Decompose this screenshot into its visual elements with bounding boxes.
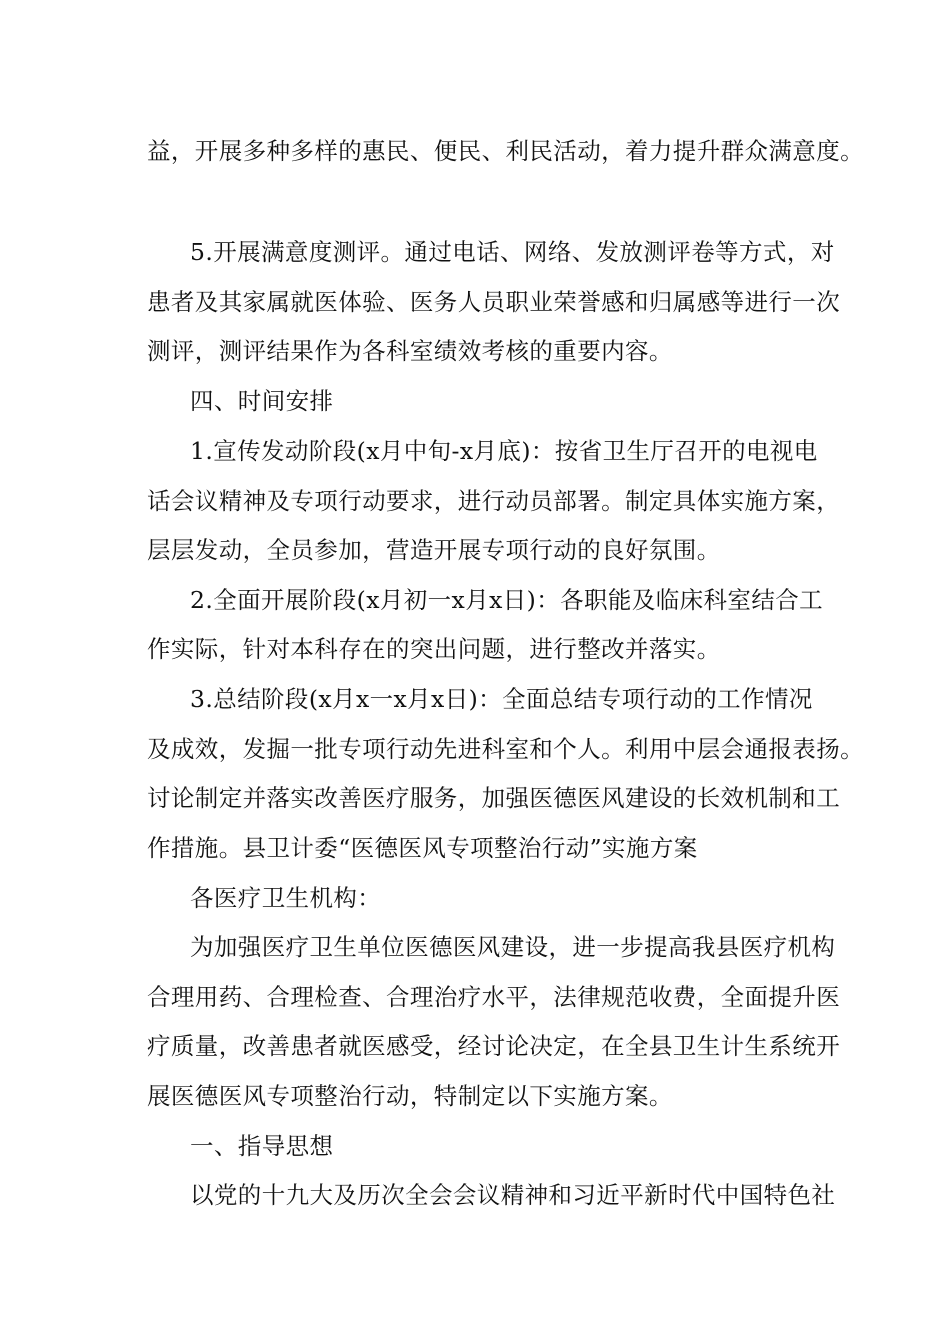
paragraph-line: 1.宣传发动阶段(x月中旬-x月底)：按省卫生厅召开的电视电 bbox=[190, 437, 818, 465]
paragraph-line: 3.总结阶段(x月x一x月x日)：全面总结专项行动的工作情况 bbox=[190, 685, 813, 713]
paragraph-line: 层层发动，全员参加，营造开展专项行动的良好氛围。 bbox=[147, 536, 721, 564]
paragraph-line: 讨论制定并落实改善医疗服务，加强医德医风建设的长效机制和工 bbox=[147, 784, 841, 812]
paragraph-line: 以党的十九大及历次全会会议精神和习近平新时代中国特色社 bbox=[190, 1181, 836, 1209]
paragraph-line: 合理用药、合理检查、合理治疗水平，法律规范收费，全面提升医 bbox=[147, 983, 841, 1011]
paragraph-line: 测评，测评结果作为各科室绩效考核的重要内容。 bbox=[147, 337, 673, 365]
paragraph-line: 2.全面开展阶段(x月初一x月x日)：各职能及临床科室结合工 bbox=[190, 586, 824, 614]
paragraph-line: 疗质量，改善患者就医感受，经讨论决定，在全县卫生计生系统开 bbox=[147, 1032, 841, 1060]
paragraph-line: 作措施。县卫计委“医德医风专项整治行动”实施方案 bbox=[147, 834, 698, 862]
section-heading: 四、时间安排 bbox=[190, 387, 334, 415]
paragraph-line: 患者及其家属就医体验、医务人员职业荣誉感和归属感等进行一次 bbox=[147, 288, 841, 316]
salutation-line: 各医疗卫生机构： bbox=[190, 884, 382, 912]
paragraph-line: 益，开展多种多样的惠民、便民、利民活动，着力提升群众满意度。 bbox=[147, 137, 864, 165]
section-heading: 一、指导思想 bbox=[190, 1132, 334, 1160]
paragraph-line: 展医德医风专项整治行动，特制定以下实施方案。 bbox=[147, 1082, 673, 1110]
paragraph-line: 及成效，发掘一批专项行动先进科室和个人。利用中层会通报表扬。 bbox=[147, 735, 864, 763]
paragraph-line: 5.开展满意度测评。通过电话、网络、发放测评卷等方式，对 bbox=[190, 238, 835, 266]
paragraph-line: 话会议精神及专项行动要求，进行动员部署。制定具体实施方案， bbox=[147, 487, 841, 515]
paragraph-line: 作实际，针对本科存在的突出问题，进行整改并落实。 bbox=[147, 635, 721, 663]
paragraph-line: 为加强医疗卫生单位医德医风建设，进一步提高我县医疗机构 bbox=[190, 933, 836, 961]
